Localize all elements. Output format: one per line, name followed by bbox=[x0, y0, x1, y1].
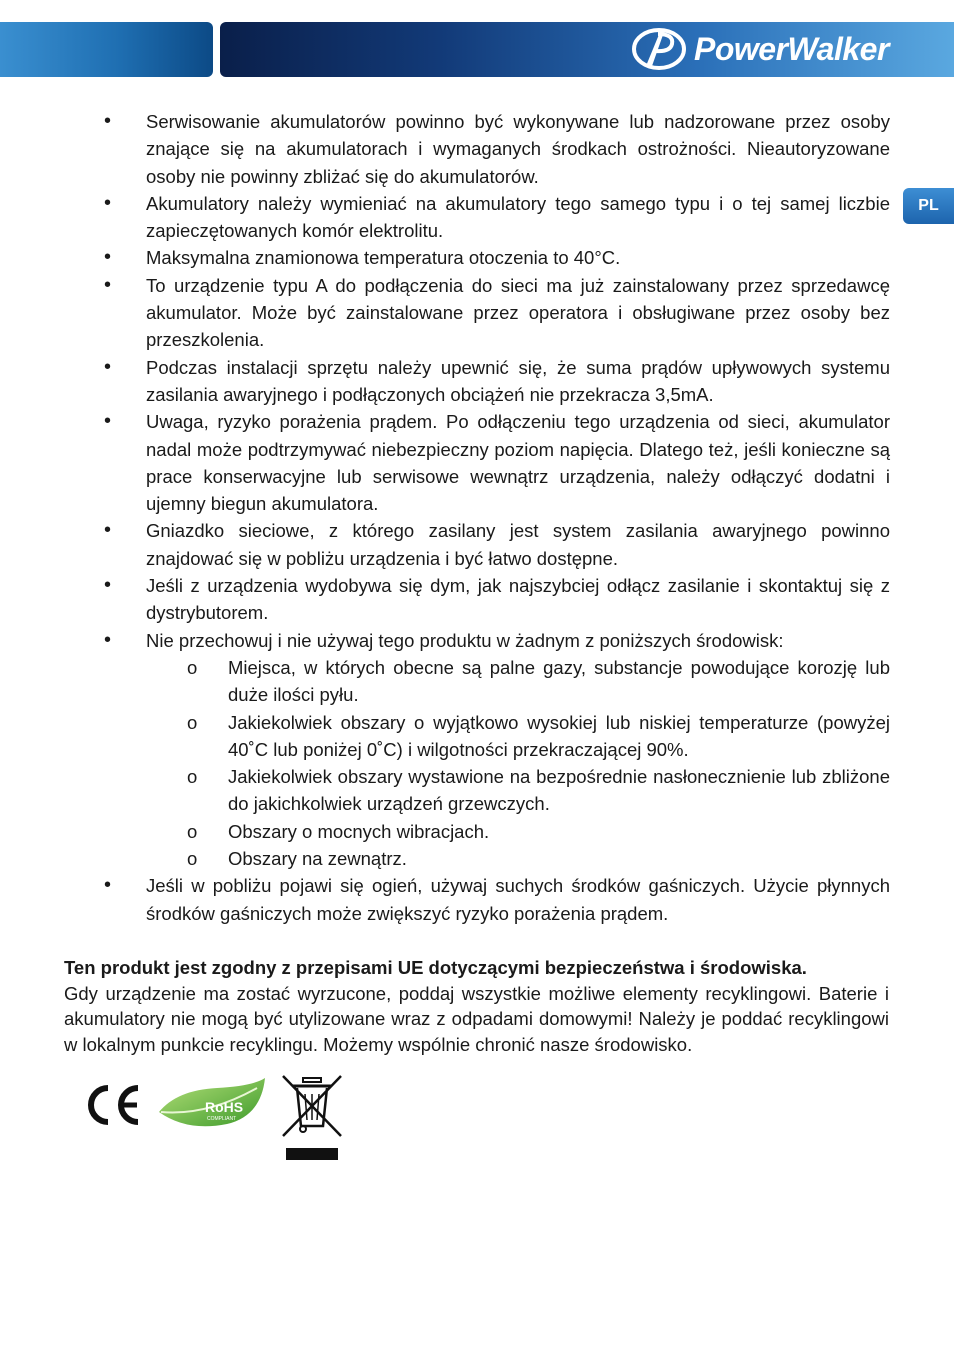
list-item: • Maksymalna znamionowa temperatura otoczenia to 40°C. bbox=[64, 244, 890, 271]
rohs-leaf-icon bbox=[157, 1076, 269, 1130]
list-item: • Serwisowanie akumulatorów powinno być wykonywane lub nadzorowane przez osoby znające się na akumulatorach i wymaganych środkach ostrożności. Nieautoryzowane osoby nie powinny zbliżać się do akumulatorów. bbox=[64, 108, 890, 190]
compliance-title: Ten produkt jest zgodny z przepisami UE dotyczącymi bezpieczeństwa i środowiska. bbox=[64, 957, 807, 978]
environment-sub-list bbox=[146, 654, 890, 872]
sub-list-item: o Jakiekolwiek obszary wystawione na bezpośrednie nasłonecznienie lub zbliżone do jakichkolwiek urządzeń grzewczych. bbox=[146, 763, 890, 818]
list-item: • Akumulatory należy wymieniać na akumulatory tego samego typu i o tej samej liczbie zapieczętowanych komór elektrolitu. bbox=[64, 190, 890, 245]
sub-list-item: o Jakiekolwiek obszary o wyjątkowo wysokiej lub niskiej temperaturze (powyżej 40˚C lub poniżej 0˚C) i wilgotności przekraczającej 90%. bbox=[146, 709, 890, 764]
list-item: • Uwaga, ryzyko porażenia prądem. Po odłączeniu tego urządzenia od sieci, akumulator nadal może podtrzymywać niebezpieczny poziom napięcia. Dlatego też, jeśli konieczne są prace konserwacyjne lub serwisowe wewnątrz urządzenia, należy odłączyć dodatni i ujemny biegun akumulatora. bbox=[64, 408, 890, 517]
rohs-label: RoHS bbox=[205, 1099, 244, 1115]
brand-logo bbox=[630, 26, 889, 72]
safety-bullet-list bbox=[64, 108, 890, 927]
language-tab[interactable]: PL bbox=[903, 188, 954, 224]
list-item: • Podczas instalacji sprzętu należy upewnić się, że suma prądów upływowych systemu zasilania awaryjnego i podłączonych obciążeń nie przekracza 3,5mA. bbox=[64, 354, 890, 409]
list-item-environments bbox=[64, 627, 890, 873]
powerwalker-logo-icon bbox=[630, 26, 688, 72]
list-item: • Jeśli z urządzenia wydobywa się dym, jak najszybciej odłącz zasilanie i skontaktuj się z dystrybutorem. bbox=[64, 572, 890, 627]
sub-list-item: o Obszary o mocnych wibracjach. bbox=[146, 818, 890, 845]
weee-bin-icon bbox=[281, 1074, 343, 1166]
list-item: • Gniazdko sieciowe, z którego zasilany jest system zasilania awaryjnego powinno znajdować się w pobliżu urządzenia i być łatwo dostępne. bbox=[64, 517, 890, 572]
sub-list-item: o Miejsca, w których obecne są palne gazy, substancje powodujące korozję lub duże ilości pyłu. bbox=[146, 654, 890, 709]
rohs-sublabel: COMPLIANT bbox=[207, 1116, 237, 1122]
sub-list-item: o Obszary na zewnątrz. bbox=[146, 845, 890, 872]
list-item-text: Nie przechowuj i nie używaj tego produktu w żadnym z poniższych środowisk: bbox=[146, 629, 784, 651]
header-banner-left bbox=[0, 22, 213, 77]
brand-name: PowerWalker bbox=[694, 30, 889, 67]
ce-mark-icon bbox=[84, 1082, 144, 1128]
list-item: • Jeśli w pobliżu pojawi się ogień, używaj suchych środków gaśniczych. Użycie płynnych środków gaśniczych może zwiększyć ryzyko porażenia prądem. bbox=[64, 872, 890, 927]
compliance-text: Gdy urządzenie ma zostać wyrzucone, poddaj wszystkie możliwe elementy recyklingowi. Baterie i akumulatory nie mogą być utylizowane wraz z odpadami domowymi! Należy je poddać recyklingowi w lokalnym punkcie recyklingu. Możemy wspólnie chronić nasze środowisko. bbox=[64, 982, 889, 1055]
list-item: • To urządzenie typu A do podłączenia do sieci ma już zainstalowany przez sprzedawcę akumulator. Może być zainstalowane przez operatora i obsługiwane przez osoby bez przeszkolenia. bbox=[64, 272, 890, 354]
compliance-section bbox=[64, 955, 889, 1057]
